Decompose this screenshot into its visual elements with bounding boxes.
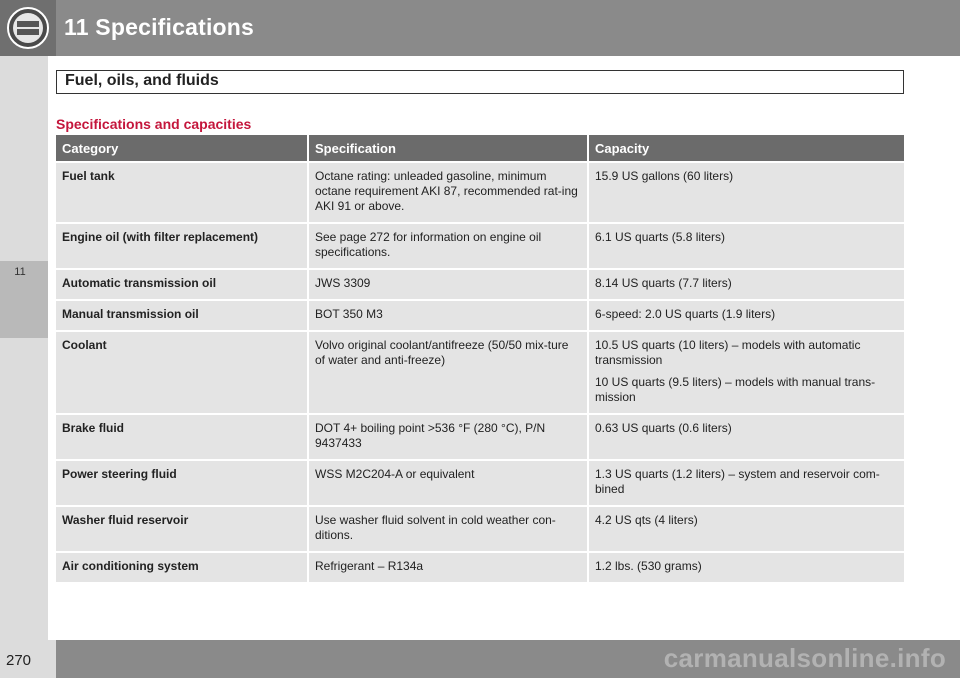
category-cell: Brake fluid	[56, 414, 308, 460]
table-row	[56, 223, 904, 269]
capacity-text: 1.3 US quarts (1.2 liters) – system and reservoir com-bined	[595, 467, 880, 496]
specification-cell: Octane rating: unleaded gasoline, minimum octane requirement AKI 87, recommended rat-ing AKI 91 or above.	[308, 162, 588, 223]
page-header	[0, 0, 960, 56]
capacity-cell	[588, 331, 904, 414]
page-number: 270	[6, 652, 32, 669]
capacity-text: 4.2 US qts (4 liters)	[595, 513, 698, 527]
capacity-text: 6.1 US quarts (5.8 liters)	[595, 230, 726, 244]
page-footer	[0, 640, 960, 678]
category-cell: Automatic transmission oil	[56, 269, 308, 300]
capacity-text: 0.63 US quarts (0.6 liters)	[595, 421, 732, 435]
chapter-sidebar	[0, 56, 48, 640]
capacity-cell	[588, 506, 904, 552]
category-cell: Coolant	[56, 331, 308, 414]
table-row	[56, 414, 904, 460]
column-header-specification: Specification	[308, 135, 588, 162]
watermark: carmanualsonline.info	[663, 643, 946, 673]
chapter-number: 11	[14, 266, 26, 278]
table-row	[56, 162, 904, 223]
chapter-title: 11 Specifications	[64, 14, 255, 40]
capacity-text: 6-speed: 2.0 US quarts (1.9 liters)	[595, 307, 776, 321]
category-cell: Engine oil (with filter replacement)	[56, 223, 308, 269]
table-row	[56, 552, 904, 583]
table-header-row	[56, 135, 904, 162]
specifications-table	[56, 135, 904, 584]
page-number-box	[0, 640, 56, 678]
section-header	[56, 70, 904, 94]
capacity-text: 8.14 US quarts (7.7 liters)	[595, 276, 732, 290]
category-cell: Air conditioning system	[56, 552, 308, 583]
capacity-cell	[588, 300, 904, 331]
table-row	[56, 506, 904, 552]
column-header-category: Category	[56, 135, 308, 162]
specification-cell: See page 272 for information on engine oil specifications.	[308, 223, 588, 269]
table-heading: Specifications and capacities	[56, 116, 252, 132]
specification-cell: DOT 4+ boiling point >536 °F (280 °C), P/N 9437433	[308, 414, 588, 460]
capacity-cell	[588, 269, 904, 300]
specification-cell: Use washer fluid solvent in cold weather con-ditions.	[308, 506, 588, 552]
specification-cell: WSS M2C204-A or equivalent	[308, 460, 588, 506]
table-row	[56, 300, 904, 331]
specifications-badge-icon	[0, 0, 56, 56]
capacity-cell	[588, 162, 904, 223]
table-row	[56, 331, 904, 414]
section-title: Fuel, oils, and fluids	[65, 72, 219, 89]
category-cell: Washer fluid reservoir	[56, 506, 308, 552]
category-cell: Fuel tank	[56, 162, 308, 223]
column-header-capacity: Capacity	[588, 135, 904, 162]
specification-cell: Refrigerant – R134a	[308, 552, 588, 583]
capacity-text: 15.9 US gallons (60 liters)	[595, 169, 734, 183]
specification-cell: BOT 350 M3	[308, 300, 588, 331]
specification-cell: JWS 3309	[308, 269, 588, 300]
capacity-text: 10 US quarts (9.5 liters) – models with manual trans-mission	[595, 375, 876, 404]
category-cell: Power steering fluid	[56, 460, 308, 506]
table-row	[56, 269, 904, 300]
capacity-text: 1.2 lbs. (530 grams)	[595, 559, 702, 573]
capacity-cell	[588, 223, 904, 269]
category-cell: Manual transmission oil	[56, 300, 308, 331]
table-row	[56, 460, 904, 506]
capacity-cell	[588, 552, 904, 583]
capacity-cell	[588, 414, 904, 460]
capacity-text: 10.5 US quarts (10 liters) – models with automatic transmission	[595, 338, 861, 367]
specification-cell: Volvo original coolant/antifreeze (50/50 mix-ture of water and anti-freeze)	[308, 331, 588, 414]
capacity-cell	[588, 460, 904, 506]
